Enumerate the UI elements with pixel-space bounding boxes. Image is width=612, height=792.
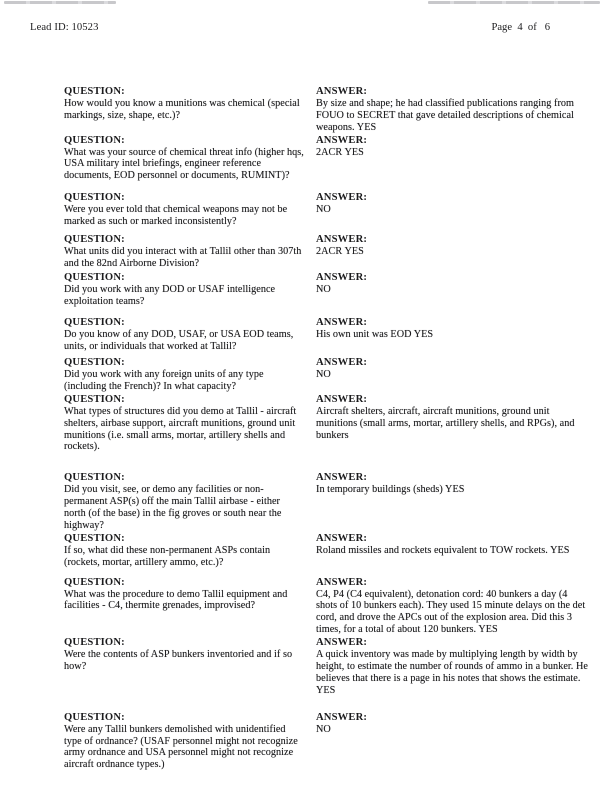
answer-label: ANSWER:	[316, 192, 368, 204]
qa-row	[64, 234, 590, 270]
qa-row	[64, 712, 590, 772]
question-cell	[64, 317, 316, 353]
qa-row	[64, 577, 590, 637]
answer-cell	[316, 637, 590, 697]
answer-cell	[316, 234, 590, 270]
qa-list	[64, 86, 590, 777]
question-label: QUESTION:	[64, 134, 125, 146]
question-text: Were any Tallil bunkers demolished with unidentified type of ordnance? (USAF personnel might not recognize army ordnance and USA personnel might not recognize aircraft ordnance types.)	[64, 723, 298, 771]
answer-text: NO	[316, 204, 331, 216]
qa-row	[64, 637, 590, 697]
question-cell	[64, 357, 316, 393]
question-label: QUESTION:	[64, 317, 125, 329]
answer-cell	[316, 712, 590, 772]
question-label: QUESTION:	[64, 711, 125, 723]
qa-row	[64, 86, 590, 134]
question-cell	[64, 637, 316, 697]
answer-text: 2ACR YES	[316, 146, 364, 158]
page-number-label: Page 4 of 6	[491, 22, 550, 33]
answer-cell	[316, 272, 590, 308]
question-cell	[64, 472, 316, 532]
scan-artifact-top-right	[428, 1, 600, 4]
answer-text: In temporary buildings (sheds) YES	[316, 484, 465, 496]
answer-text: By size and shape; he had classified publications ranging from FOUO to SECRET that gave detailed descriptions of chemical weapons. YES	[316, 97, 575, 133]
answer-label: ANSWER:	[316, 711, 368, 723]
question-cell	[64, 272, 316, 308]
qa-row	[64, 135, 590, 183]
answer-label: ANSWER:	[316, 393, 368, 405]
answer-cell	[316, 394, 590, 454]
answer-label: ANSWER:	[316, 134, 368, 146]
answer-label: ANSWER:	[316, 357, 368, 369]
question-text: What units did you interact with at Tallil other than 307th and the 82nd Airborne Division?	[64, 245, 302, 269]
qa-row	[64, 192, 590, 228]
question-text: Did you work with any DOD or USAF intelligence exploitation teams?	[64, 283, 276, 307]
answer-text: 2ACR YES	[316, 245, 364, 257]
question-text: If so, what did these non-permanent ASPs contain (rockets, mortar, artillery ammo, etc.)?	[64, 544, 271, 568]
answer-text: A quick inventory was made by multiplying length by width by height, to estimate the number of rounds of ammo in a bunker. He believes that there is a page in his notes that shows the estimate. YES	[316, 649, 588, 696]
question-label: QUESTION:	[64, 532, 125, 544]
question-cell	[64, 192, 316, 228]
answer-cell	[316, 357, 590, 393]
lead-id-label: Lead ID: 10523	[30, 22, 99, 33]
question-cell	[64, 86, 316, 134]
answer-text: Aircraft shelters, aircraft, aircraft munitions, ground unit munitions (small arms, mortar, artillery shells, and RPGs), and bunkers	[316, 405, 575, 441]
answer-cell	[316, 472, 590, 532]
scan-artifact-top-left	[4, 1, 116, 4]
answer-text: NO	[316, 723, 331, 735]
answer-label: ANSWER:	[316, 637, 368, 649]
question-text: What was your source of chemical threat info (higher hqs, USA military intel briefings, engineer reference documents, EOD personnel or documents, RUMINT)?	[64, 146, 304, 182]
question-label: QUESTION:	[64, 271, 125, 283]
answer-label: ANSWER:	[316, 317, 368, 329]
question-cell	[64, 394, 316, 454]
answer-cell	[316, 135, 590, 183]
question-label: QUESTION:	[64, 576, 125, 588]
question-label: QUESTION:	[64, 86, 125, 97]
question-label: QUESTION:	[64, 192, 125, 204]
qa-row	[64, 317, 590, 353]
answer-text: C4, P4 (C4 equivalent), detonation cord: 40 bunkers a day (4 shots of 10 bunkers each). They used 15 minute delays on the det cord, and drove the APCs out of the explosion area. Did this 3 times, for a total of about 120 bunkers. YES	[316, 588, 586, 636]
answer-label: ANSWER:	[316, 233, 368, 245]
qa-row	[64, 533, 590, 569]
question-cell	[64, 135, 316, 183]
answer-text: His own unit was EOD YES	[316, 329, 434, 341]
question-label: QUESTION:	[64, 472, 125, 484]
qa-row	[64, 357, 590, 393]
question-label: QUESTION:	[64, 393, 125, 405]
question-cell	[64, 712, 316, 772]
answer-cell	[316, 533, 590, 569]
question-cell	[64, 234, 316, 270]
answer-text: Roland missiles and rockets equivalent to TOW rockets. YES	[316, 544, 570, 556]
question-text: What types of structures did you demo at Tallil - aircraft shelters, airbase support, aircraft munitions, ground unit munitions (i.e. small arms, mortar, artillery shells and rockets).	[64, 405, 297, 453]
answer-label: ANSWER:	[316, 86, 368, 97]
answer-cell	[316, 86, 590, 134]
question-label: QUESTION:	[64, 233, 125, 245]
answer-label: ANSWER:	[316, 532, 368, 544]
answer-cell	[316, 577, 590, 637]
question-text: Did you work with any foreign units of any type (including the French)? In what capacity?	[64, 369, 264, 392]
question-label: QUESTION:	[64, 357, 125, 369]
answer-label: ANSWER:	[316, 271, 368, 283]
question-cell	[64, 533, 316, 569]
question-cell	[64, 577, 316, 637]
question-label: QUESTION:	[64, 637, 125, 649]
answer-label: ANSWER:	[316, 576, 368, 588]
answer-cell	[316, 317, 590, 353]
question-text: What was the procedure to demo Tallil equipment and facilities - C4, thermite grenades, improvised?	[64, 588, 288, 612]
qa-row	[64, 394, 590, 454]
question-text: Were the contents of ASP bunkers inventoried and if so how?	[64, 649, 293, 672]
question-text: How would you know a munitions was chemical (special markings, size, shape, etc.)?	[64, 97, 300, 121]
qa-row	[64, 272, 590, 308]
question-text: Did you visit, see, or demo any facilities or non-permanent ASP(s) off the main Tallil airbase - either north (of the base) in the fig groves or south near the highway?	[64, 484, 282, 531]
question-text: Do you know of any DOD, USAF, or USA EOD teams, units, or individuals that worked at Tallil?	[64, 329, 294, 353]
question-text: Were you ever told that chemical weapons may not be marked as such or marked inconsistently?	[64, 204, 288, 228]
answer-text: NO	[316, 369, 331, 381]
answer-cell	[316, 192, 590, 228]
answer-text: NO	[316, 283, 331, 295]
answer-label: ANSWER:	[316, 472, 368, 484]
qa-row	[64, 472, 590, 532]
